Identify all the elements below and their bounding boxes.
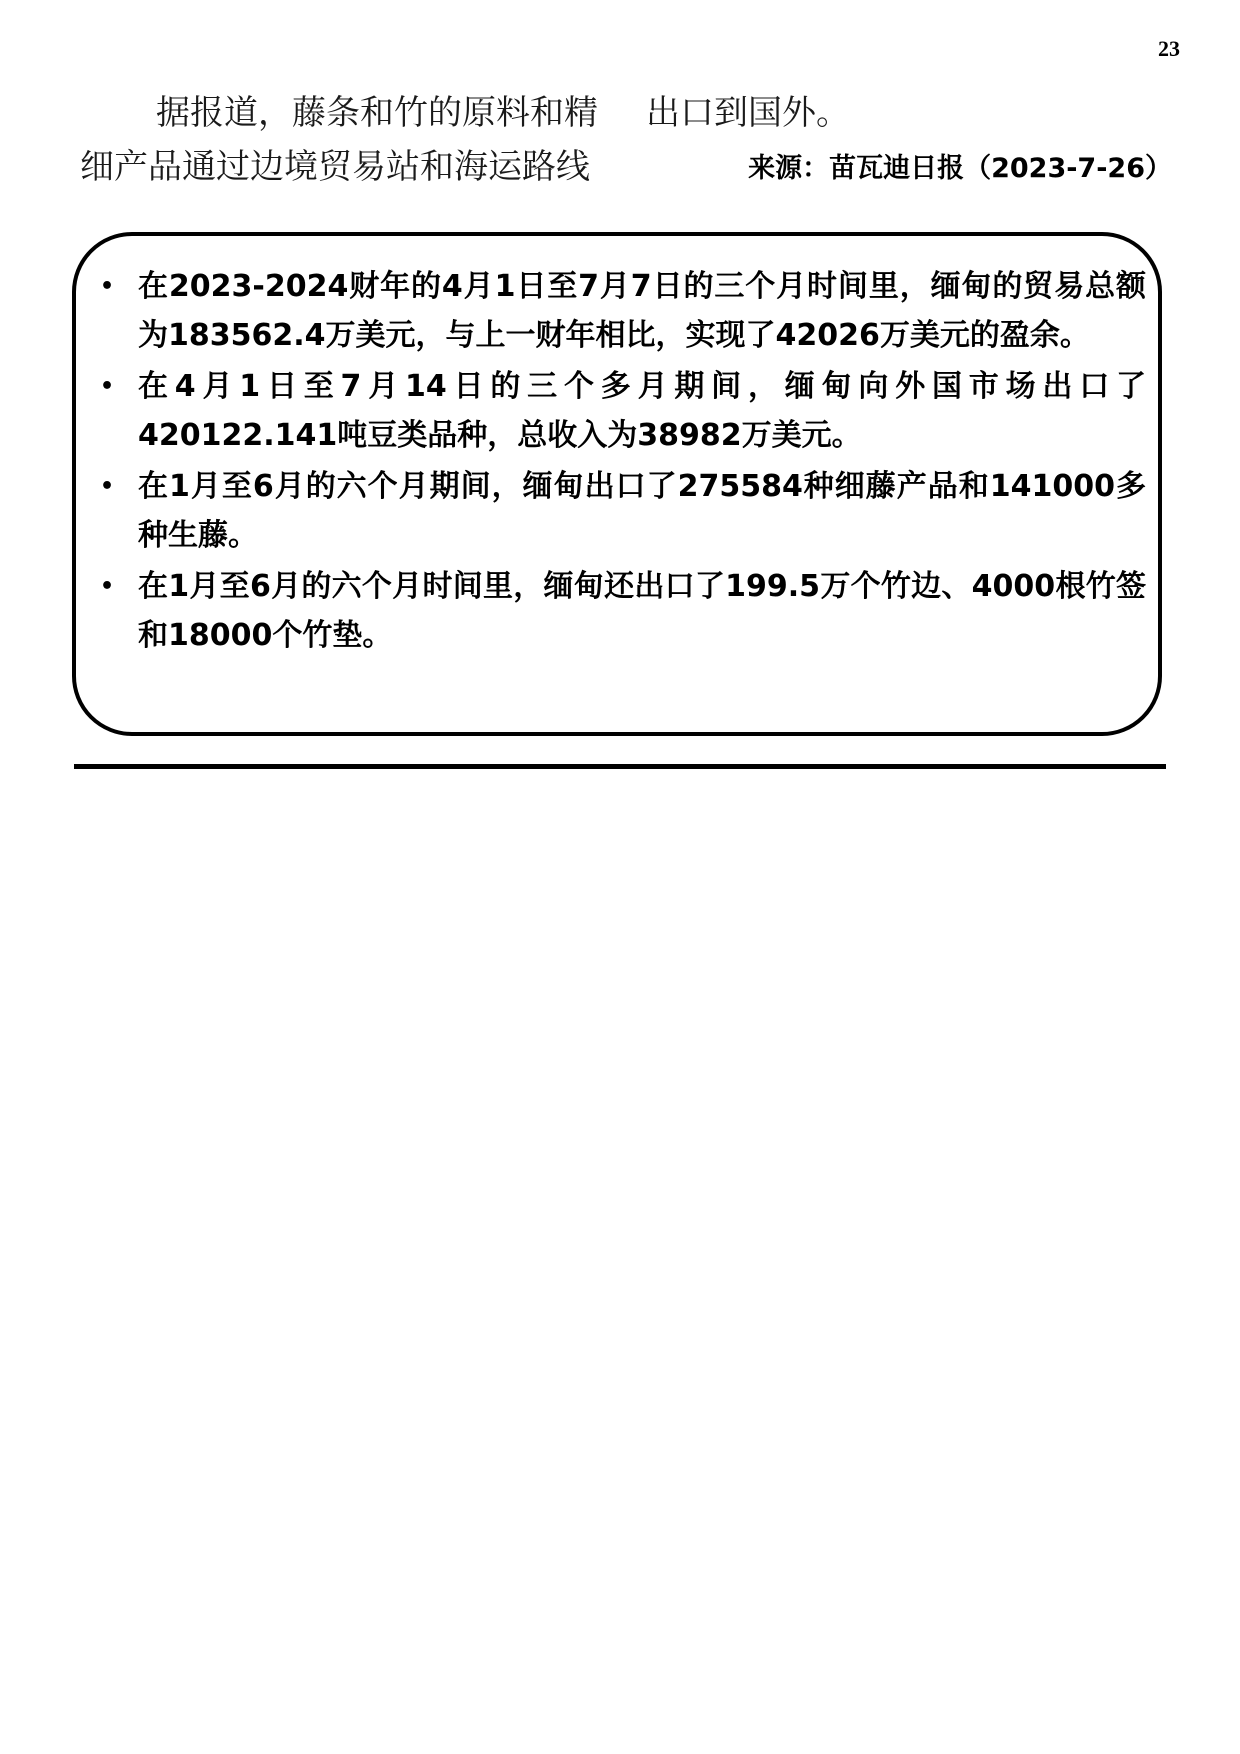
article-left-column: [80, 86, 620, 194]
bullet-icon: •: [100, 374, 115, 399]
bullet-icon: •: [100, 474, 115, 499]
list-item: [88, 562, 1146, 660]
list-item: [88, 262, 1146, 360]
article-text-line-2: 细产品通过边境贸易站和海运路线: [80, 147, 590, 187]
list-item-text: 在2023-2024财年的4月1日至7月7日的三个月时间里，缅甸的贸易总额为183562.4万美元，与上一财年相比，实现了42026万美元的盈余。: [138, 269, 1146, 353]
article-right-column-text: 出口到国外。: [646, 93, 850, 133]
list-item: [88, 462, 1146, 560]
bullet-icon: •: [100, 274, 115, 299]
list-item-text: 在4月1日至7月14日的三个多月期间，缅甸向外国市场出口了420122.141吨豆类品种，总收入为38982万美元。: [138, 369, 1146, 453]
list-item-text: 在1月至6月的六个月期间，缅甸出口了275584种细藤产品和141000多种生藤。: [138, 469, 1146, 553]
summary-list: [88, 262, 1146, 662]
list-item: [88, 362, 1146, 460]
bullet-icon: •: [100, 574, 115, 599]
horizontal-divider: [74, 764, 1166, 769]
article-text-line-1: 据报道，藤条和竹的原料和精: [156, 93, 598, 133]
page-number: 23: [1158, 36, 1180, 61]
source-citation: 来源：苗瓦迪日报（2023-7-26）: [748, 153, 1172, 184]
list-item-text: 在1月至6月的六个月时间里，缅甸还出口了199.5万个竹边、4000根竹签和18000个竹垫。: [138, 569, 1146, 653]
